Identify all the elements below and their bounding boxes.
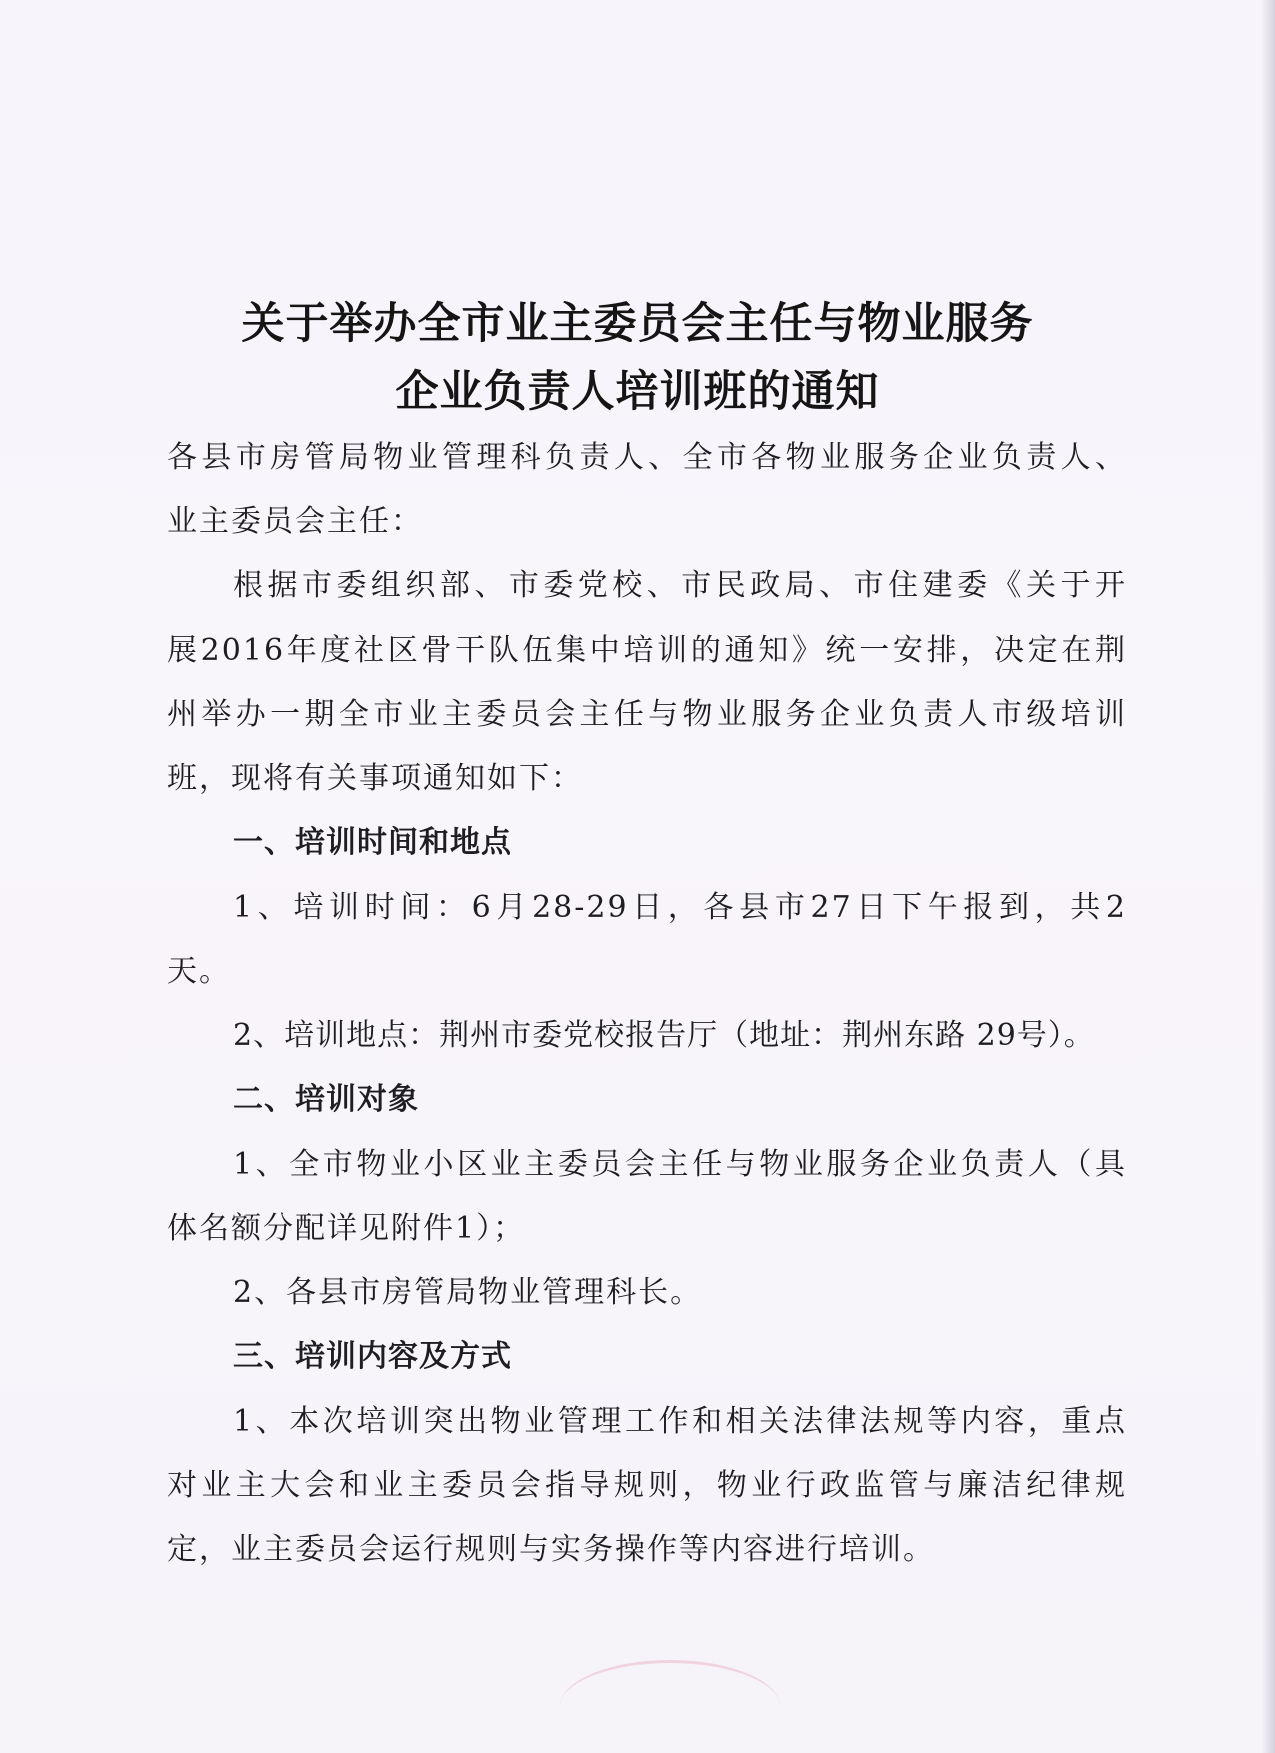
intro-line-2: 展2016年度社区骨干队伍集中培训的通知》统一安排，决定在荆 <box>167 633 1127 668</box>
section-2-item-1-line-1: 1、全市物业小区业主委员会主任与物业服务企业负责人（具 <box>233 1147 1127 1182</box>
section-3-item-1-line-1: 1、本次培训突出物业管理工作和相关法律法规等内容，重点 <box>233 1404 1127 1439</box>
salutation-line-2: 业主委员会主任： <box>167 504 423 539</box>
section-2-item-1-line-2: 体名额分配详见附件1）； <box>167 1211 526 1246</box>
section-1-item-1-line-1: 1、培训时间：6月28-29日，各县市27日下午报到，共2 <box>233 890 1127 925</box>
section-3-item-1-line-2: 对业主大会和业主委员会指导规则，物业行政监管与廉洁纪律规 <box>167 1468 1127 1503</box>
section-1-item-2: 2、培训地点：荆州市委党校报告厅（地址：荆州东路 29号）。 <box>233 1018 1095 1053</box>
intro-line-1: 根据市委组织部、市委党校、市民政局、市住建委《关于开 <box>233 568 1127 603</box>
salutation-line-1: 各县市房管局物业管理科负责人、全市各物业服务企业负责人、 <box>167 440 1127 475</box>
section-1-heading: 一、培训时间和地点 <box>233 825 512 860</box>
faint-seal-mark <box>560 1660 780 1753</box>
intro-line-4: 班，现将有关事项通知如下： <box>167 761 583 796</box>
intro-line-3: 州举办一期全市业主委员会主任与物业服务企业负责人市级培训 <box>167 697 1127 732</box>
document-title-line-1: 关于举办全市业主委员会主任与物业服务 <box>241 299 1034 349</box>
section-2-item-2: 2、各县市房管局物业管理科长。 <box>233 1275 703 1310</box>
section-3-heading: 三、培训内容及方式 <box>233 1339 512 1374</box>
document-title-line-2: 企业负责人培训班的通知 <box>395 367 880 417</box>
section-2-heading: 二、培训对象 <box>233 1082 419 1117</box>
section-1-item-1-line-2: 天。 <box>167 954 231 989</box>
page-edge-shadow <box>1261 0 1275 1753</box>
section-3-item-1-line-3: 定，业主委员会运行规则与实务操作等内容进行培训。 <box>167 1532 935 1567</box>
